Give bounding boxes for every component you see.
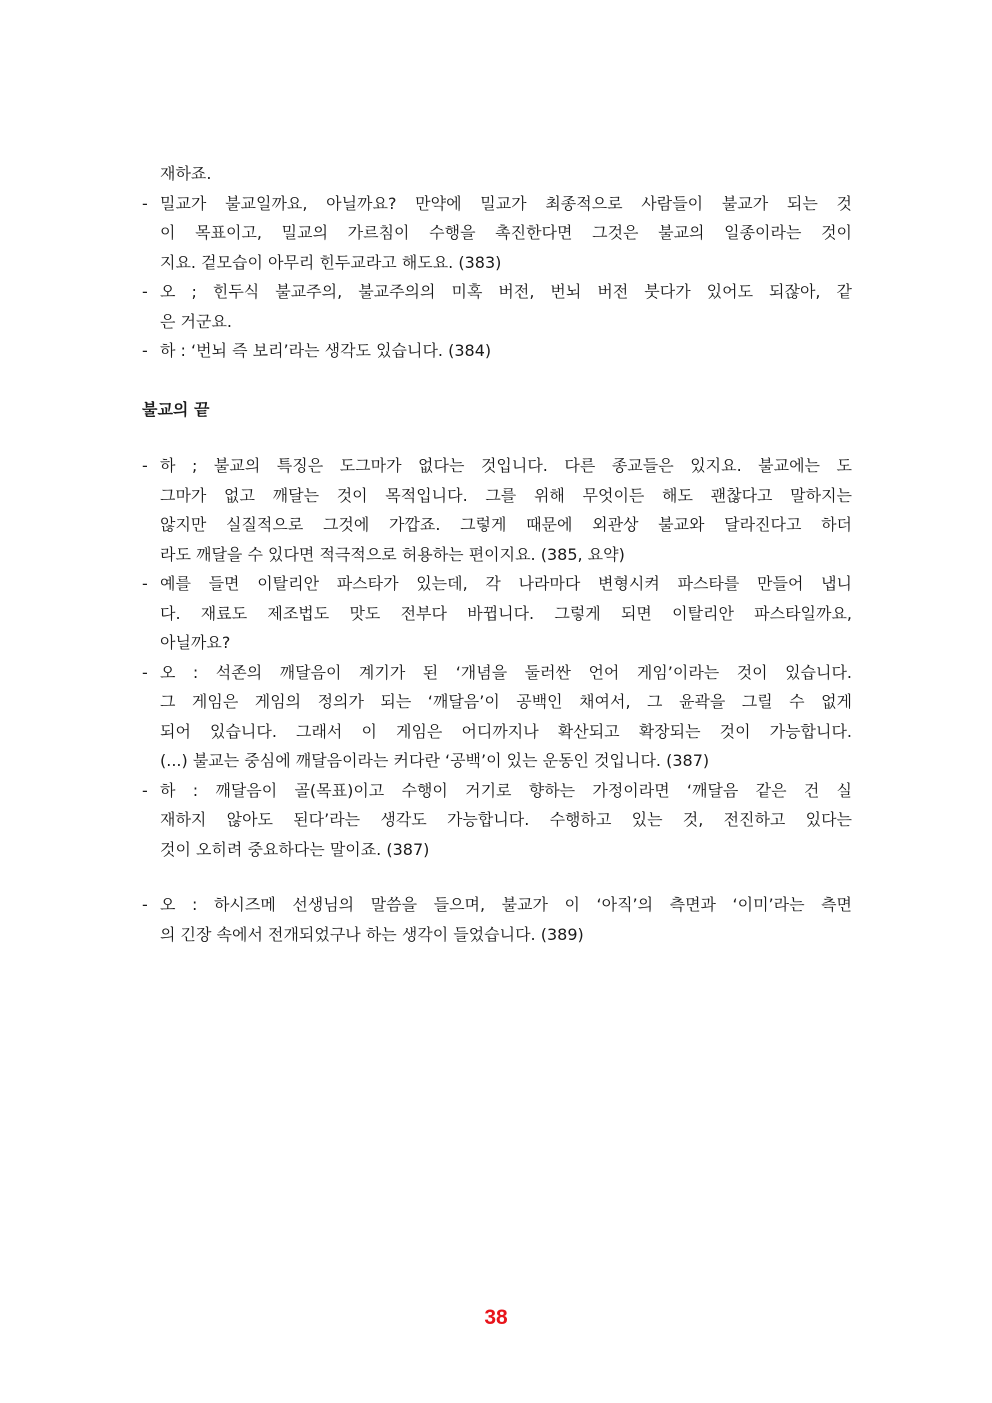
list-item	[142, 277, 852, 336]
paragraph-line: 예를 들면 이탈리안 파스타가 있는데, 각 나라마다 변형시켜 파스타를 만들어 냅니	[160, 574, 852, 593]
list-item	[142, 569, 852, 658]
paragraph-line: 은 거군요.	[160, 311, 232, 331]
paragraph-line: 것이 오히려 중요하다는 말이죠. (387)	[160, 839, 430, 859]
dash-marker: -	[142, 780, 148, 800]
paragraph-line: (...) 불교는 중심에 깨달음이라는 커다란 ‘공백’이 있는 운동인 것입니다. (387)	[160, 751, 710, 770]
paragraph-line: 그 게임은 게임의 정의가 되는 ‘깨달음’이 공백인 채여서, 그 윤곽을 그릴 수 없게	[160, 692, 852, 711]
paragraph-line: 이 목표이고, 밀교의 가르침이 수행을 촉진한다면 그것은 불교의 일종이라는 것이	[160, 223, 852, 242]
paragraph-line: 오 : 하시즈메 선생님의 말씀을 들으며, 불교가 이 ‘아직’의 측면과 ‘이미’라는 측면	[160, 895, 852, 914]
paragraph-line: 밀교가 불교일까요, 아닐까요? 만약에 밀교가 최종적으로 사람들이 불교가 되는 것	[160, 193, 852, 213]
list-item	[142, 189, 852, 278]
list-item	[142, 890, 852, 949]
paragraph-line: 하 : 깨달음이 골(목표)이고 수행이 거기로 향하는 가정이라면 ‘깨달음 같은 건 실	[160, 780, 852, 800]
list-item	[142, 776, 852, 865]
paragraph-line: 하 : ‘번뇌 즉 보리’라는 생각도 있습니다. (384)	[160, 341, 492, 360]
paragraph-line: 하 ; 불교의 특징은 도그마가 없다는 것입니다. 다른 종교들은 있지요. 불교에는 도	[160, 456, 852, 475]
paragraph-line: 되어 있습니다. 그래서 이 게임은 어디까지나 확산되고 확장되는 것이 가능합니다.	[160, 721, 852, 741]
paragraph-line: 의 긴장 속에서 전개되었구나 하는 생각이 들었습니다. (389)	[160, 924, 584, 944]
top-section	[142, 159, 852, 366]
dash-marker: -	[142, 895, 148, 914]
continuation-text: 재하죠.	[160, 164, 212, 183]
main-section	[142, 451, 852, 864]
paragraph-line: 아닐까요?	[160, 633, 231, 652]
dash-marker: -	[142, 341, 148, 360]
list-item	[142, 451, 852, 569]
dash-marker: -	[142, 456, 148, 475]
end-section	[142, 890, 852, 949]
section-heading: 불교의 끝	[142, 400, 210, 419]
dash-marker: -	[142, 282, 148, 301]
list-item	[142, 658, 852, 776]
page-number: 38	[484, 1306, 508, 1329]
paragraph-line: 오 ; 힌두식 불교주의, 불교주의의 미혹 버전, 번뇌 버전 붓다가 있어도 되잖아, 같	[160, 282, 852, 301]
paragraph-line: 다. 재료도 제조법도 맛도 전부다 바뀝니다. 그렇게 되면 이탈리안 파스타일까요,	[160, 603, 852, 623]
paragraph-line: 라도 깨달을 수 있다면 적극적으로 허용하는 편이지요. (385, 요약)	[160, 544, 625, 564]
paragraph-line: 재하지 않아도 된다’라는 생각도 가능합니다. 수행하고 있는 것, 전진하고 있다는	[160, 810, 852, 829]
paragraph-line: 오 : 석존의 깨달음이 계기가 된 ‘개념을 둘러싼 언어 게임’이라는 것이 있습니다.	[160, 662, 852, 682]
dash-marker: -	[142, 193, 148, 213]
dash-marker: -	[142, 574, 148, 593]
dash-marker: -	[142, 662, 148, 682]
list-item	[142, 336, 852, 366]
paragraph-line: 그마가 없고 깨달는 것이 목적입니다. 그를 위해 무엇이든 해도 괜찮다고 말하지는	[160, 485, 852, 505]
paragraph-line: 않지만 실질적으로 그것에 가깝죠. 그렇게 때문에 외관상 불교와 달라진다고 하더	[160, 515, 852, 534]
paragraph-line: 지요. 겉모습이 아무리 힌두교라고 해도요. (383)	[160, 252, 502, 272]
